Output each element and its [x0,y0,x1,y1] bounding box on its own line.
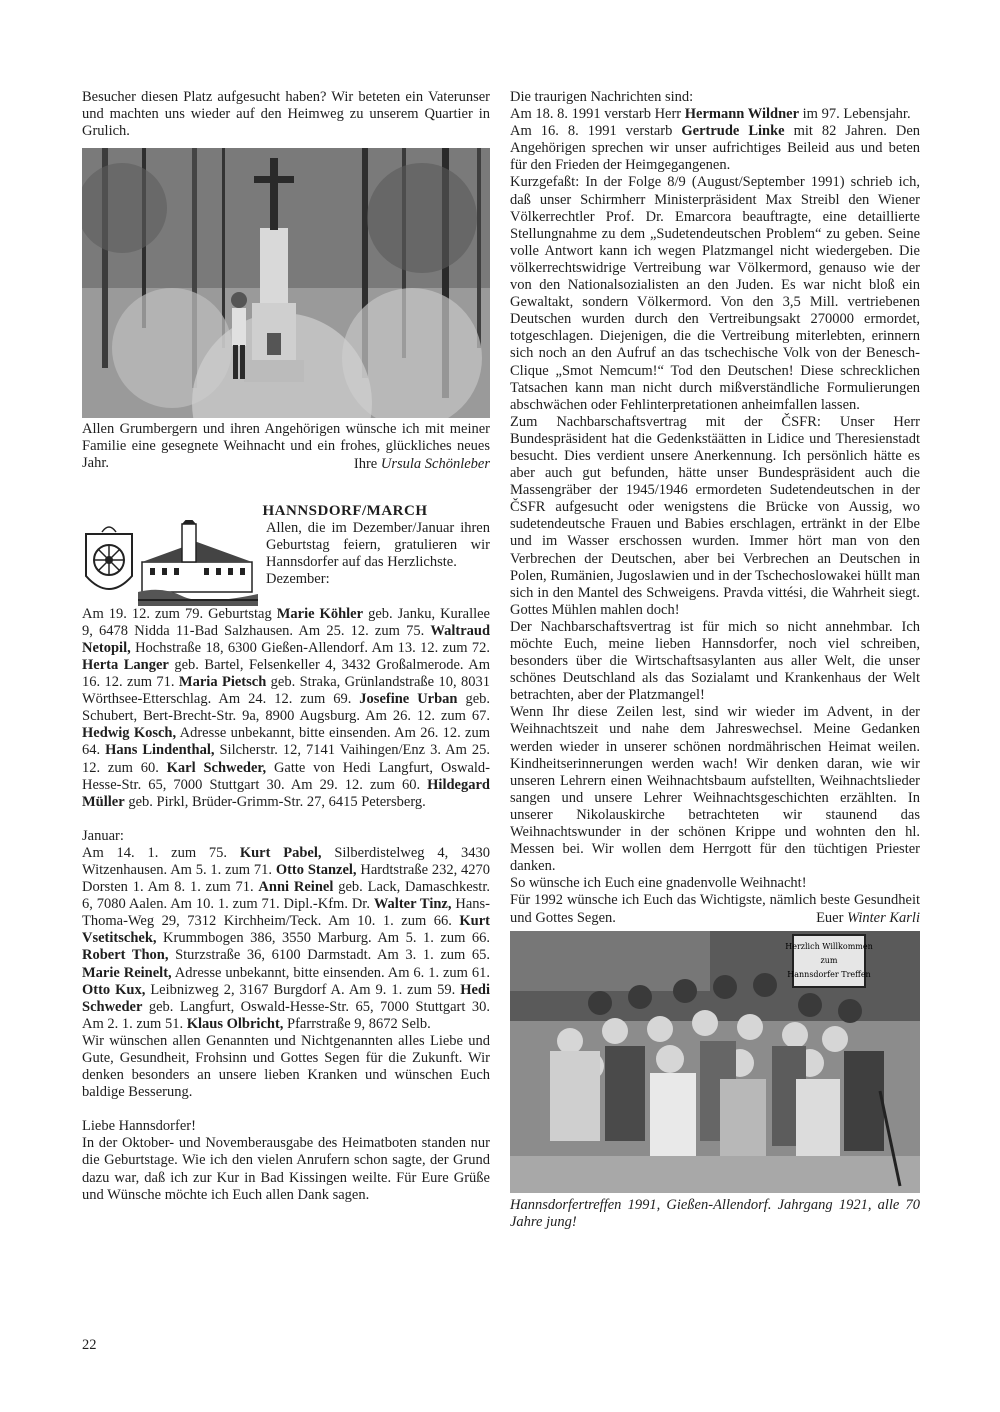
obituary-linke [510,123,920,174]
entry-pre: Am 26. 12. zum 67. [365,708,491,725]
closing-paragraph: Wir wünschen allen Genannten und Nichtgenannten alles Liebe und Gute, Gesundheit, Frohsinn und Gottes Segen für die Zukunft. Wir denken besonders an unsere lieben Kranken und wünschen Euch baldige Besserung. [82,1032,490,1101]
entry-pre: Am 8. 1. zum 71. [147,879,259,896]
entry-name: Hildegard Müller [82,776,490,810]
entry-pre: Am 25. 12. zum 60. [82,742,491,776]
entry-post: Krummbogen 386, 3550 Marburg. [156,930,378,947]
entry-post: geb. Lack, Damaschkestr. 6, 7080 Aalen. [82,879,490,913]
page-number: 22 [82,1337,97,1353]
entry-name: Herta Langer [82,656,169,673]
entry-name: Robert Thon, [82,947,169,964]
entry-pre: Am 9. 1. zum 59. [348,981,461,998]
entry-post: Sturzstraße 36, 6100 Darmstadt. [168,947,378,964]
obit-pre: Am 16. 8. 1991 verstarb [510,123,682,140]
entry-name: Hedi Schweder [82,981,490,1015]
entry-post: geb. Janku, Kurallee 9, 6478 Nidda 11-Bad Salzhausen. [82,605,490,639]
entry-post: Gatte von Hedi Langfurt, Oswald-Hesse-Str. 65, 7000 Stuttgart 30. [82,759,490,793]
entry-pre: Am 14. 1. zum 75. [82,844,240,861]
left-column [82,89,490,1204]
entry-pre: Am 24. 12. zum 69. [218,691,360,708]
entry-name: Maria Pietsch [178,674,267,691]
entry-pre: Am 5. 1. zum 66. [377,930,490,947]
signature-prefix: Ihre [353,455,381,472]
entry-name: Marie Reinelt, [82,964,172,981]
sign-line-2: zum [820,955,838,965]
entry-name: Anni Reinel [258,879,334,896]
sign-line-1: Herzlich Willkommen [785,941,873,951]
letter-salutation: Liebe Hannsdorfer! [82,1118,196,1135]
entry-pre: Am 13. 12. zum 72. [371,639,490,656]
entry-post: geb. Pirkl, Brüder-Grimm-Str. 27, 6415 Petersberg. [124,793,426,810]
obit-name: Gertrude Linke [681,123,785,140]
entry-name: Waltraud Netopil, [82,622,491,656]
entry-post: geb. Schubert, Bert-Brecht-Str. 9a, 8900 Augsburg. [82,691,491,725]
entry-post: Hans-Thoma-Weg 29, 7312 Kirchheim/Teck. [82,896,491,930]
entry-post: Hochstraße 18, 6300 Gießen-Allendorf. [130,639,372,656]
obit-post: im 97. Lebensjahr. [799,106,911,123]
january-birthdays [82,845,490,1033]
entry-pre: Am 2. 1. zum 51. [82,1015,187,1032]
entry-name: Hedwig Kosch, [82,725,177,742]
hannsdorf-crest-and-church [82,520,260,606]
entry-name: Kurt Pabel, [239,844,322,861]
signature-prefix: Euer [816,909,848,926]
sign-line-3: Hannsdorfer Treffen [787,969,871,979]
nachbarschaft-paragraph: Zum Nachbarschaftsvertrag mit der ČSFR: Unser Herr Bundespräsident hat die Gedenkstäätten in Lidice und Theresienstadt besucht. Dies verdient unsere Anerkennung. Ich persönlich hätte es aber auch gut befunden, hätte unser Bundespräsident auch die Massengräber der 1945/1946 ermordeten Sudetendeutschen in der ČSFR aufgesucht oder wenigstens die Brücke von Aussig, wo sudetendeutsche Frauen und Babies erschlagen, ertränkt in der Elbe und im Wasser erschossen wurden. Immer hört man von den Verbrechen der Deutschen, aber bei Verbrechen an Deutschen in Polen, Rumänien, Jugoslawien und in der Tschechoslowakei hüllt man sich in den Mantel des Schweigens. Pravda vittési, die Wahrheit siegt. Gottes Mühlen mahlen doch! [510,413,920,618]
entry-name: Otto Stanzel, [275,861,357,878]
entry-pre: Am 16. 12. zum 71. [82,656,490,691]
entry-pre: Am 26. 12. zum 64. [82,725,491,759]
entry-name: Kurt Vsetitschek, [82,913,490,947]
letter-paragraph: In der Oktober- und Novemberausgabe des Heimatboten standen nur die Geburtstage. Wie ich den vielen Anrufern schon sagte, der Grund dazu war, daß ich zur Kur in Bad Kissingen weilte. Für Eure Grüße und Wünsche möchte ich Euch allen Dank sagen. [82,1135,490,1203]
december-label: Dezember: [266,571,330,588]
right-column [510,89,920,1231]
entry-post: Silcherstr. 12, 7141 Vaihingen/Enz 3. [214,742,446,759]
intro-paragraph: Besucher diesen Platz aufgesucht haben? Wir beteten ein Vaterunser und machten uns wieder auf den Heimweg zu unserem Quartier in Grulich. [82,89,490,140]
entry-name: Walter Tinz, [373,896,452,913]
entry-pre: Am 6. 1. zum 61. [387,964,490,981]
entry-name: Josefine Urban [359,691,458,708]
obit-name: Hermann Wildner [684,106,800,123]
entry-post: Adresse unbekannt, bitte einsenden. [176,725,395,742]
entry-name: Otto Kux, [82,981,146,998]
advent-paragraph: Wenn Ihr diese Zeilen lest, sind wir wieder im Advent, in der Weihnachtszeit und nahe dem Jahreswechsel. Meine Gedanken werden wieder in unserer schönen nordmährischen Heimat weilen. Kindheitserinnerungen werden wach! Wir denken daran, wie wir unseren Lehrern einen Weihnachtsbaum aufstellten, Weihnachtslieder sangen und unsere Lehrer Weihnachtsgeschichten erzählten. In unserer Nikolauskirche betrachteten wir staunend das Weihnachtswunder in der schönen Krippe und wohnten den hl. Messen bei. Wir wollen dem Herrgott für den tüchtigen Priester danken. [510,704,920,875]
christmas-wish: So wünsche ich Euch eine gnadenvolle Weihnacht! [510,875,807,892]
annehmbar-paragraph: Der Nachbarschaftsvertrag ist für mich so nicht annehmbar. Ich möchte Euch, meine lieben Hannsdorfer, noch viel schreiben, besonders über die Wirtschaftsasylanten aus aller Welt, die unser schönes Deutschland als das Sozialamt und Krankenhaus der Welt betrachten, aber der Platzmangel! [510,618,920,704]
section-heading: HANNSDORF/MARCH [262,502,428,519]
entry-name: Marie Köhler [276,605,364,622]
entry-post: Hardtstraße 232, 4270 Dorsten 1. [82,861,491,896]
entry-post: geb. Straka, Grünlandstraße 10, 8031 Wörthsee-Etterschlag. [82,674,490,708]
entry-post: geb. Bartel, Felsenkeller 4, 3432 Großalmerode. [168,656,469,673]
entry-pre: Am 3. 1. zum 65. [377,947,490,964]
signature-ursula [82,456,490,473]
signature-name: Ursula Schönleber [380,455,490,472]
obit-pre: Am 18. 8. 1991 verstarb Herr [510,106,685,123]
entry-pre: Am 29. 12. zum 60. [290,776,428,793]
december-birthdays [82,606,490,811]
birthday-greeting: Allen, die im Dezember/Januar ihren Geburtstag feiern, gratulieren wir Hannsdorfer auf das Herzlichste. [266,519,490,570]
entry-pre: Am 5. 1. zum 71. [170,861,276,878]
new-year-wish: Allen Grumbergern und ihren Angehörigen wünsche ich mit meiner Familie eine gesegnete Weihnacht und ein frohes, glückliches neues Jahr. [82,421,490,472]
entry-name: Klaus Olbricht, [186,1015,284,1032]
entry-post: geb. Langfurt, Oswald-Hesse-Str. 65, 7000 Stuttgart 30. [142,998,490,1015]
january-label: Januar: [82,827,124,844]
wayside-cross-photo [82,148,490,418]
group-photo [510,931,920,1193]
signature-name: Winter Karli [847,909,920,926]
entry-name: Karl Schweder, [166,759,267,776]
sad-news-heading: Die traurigen Nachrichten sind: [510,89,694,105]
kurzgefasst-paragraph: Kurzgefaßt: In der Folge 8/9 (August/September 1991) schrieb ich, daß unser Schirmherr Ministerpräsident Max Streibl den Wiener Völkerrechtler Prof. Dr. Emarcora beauftragte, eine detaillierte Stellungnahme zu dem „Sudetendeutschen Problem“ zu geben. Seine volle Antwort kann ich wegen Platzmangel nicht wiedergeben. Die völkerrechtswidrige Vertreibung war Völkermord, genauso wie der von den Nationalsozialisten an den Juden. Es war nicht bloß ein Gewaltakt, sondern Völkermord. Von den 3,5 Mill. vertriebenen Deutschen wurden durch den Vertreibungsakt 270000 ermordet, totgeschlagen. Diejenigen, die die Vertreibung miterlebten, erinnern sich noch an den Aufruf an das tschechische Volk von der Benesch-Clique „Smot Nemcum!“ Tod den Deutschen! Diese schrecklichen Tatsachen kann man nicht durch mißverständliche Formulierungen abschwächen oder Fehlinterpretationen anheimfallen lassen. [510,174,920,413]
entry-pre: Am 25. 12. zum 75. [298,622,431,639]
entry-pre: Am 10. 1. zum 71. Dipl.-Kfm. Dr. [170,896,374,913]
hannsdorf-header [82,503,490,606]
entry-post: Adresse unbekannt, bitte einsenden. [171,964,388,981]
entry-pre: Am 10. 1. zum 66. [328,913,460,930]
entry-post: Silberdistelweg 4, 3430 Witzenhausen. [82,844,490,878]
entry-post: Leibnizweg 2, 3167 Burgdorf A. [145,981,349,998]
obit-post: mit 82 Jahren. Den Angehörigen sprechen wir unser aufrichtiges Beileid aus und beten für den Frieden der Heimgegangenen. [510,123,921,174]
group-photo-caption: Hannsdorfertreffen 1991, Gießen-Allendorf. Jahrgang 1921, alle 70 Jahre jung! [510,1196,920,1230]
obituary-wildner [510,106,920,123]
entry-name: Hans Lindenthal, [105,742,215,759]
entry-pre: Am 19. 12. zum 79. Geburtstag [82,605,277,622]
new-year-paragraph: Für 1992 wünsche ich Euch das Wichtigste, nämlich beste Gesundheit und Gottes Segen. [510,892,920,926]
entry-post: Pfarrstraße 9, 8672 Selb. [283,1015,431,1032]
greeting-block [260,503,490,606]
